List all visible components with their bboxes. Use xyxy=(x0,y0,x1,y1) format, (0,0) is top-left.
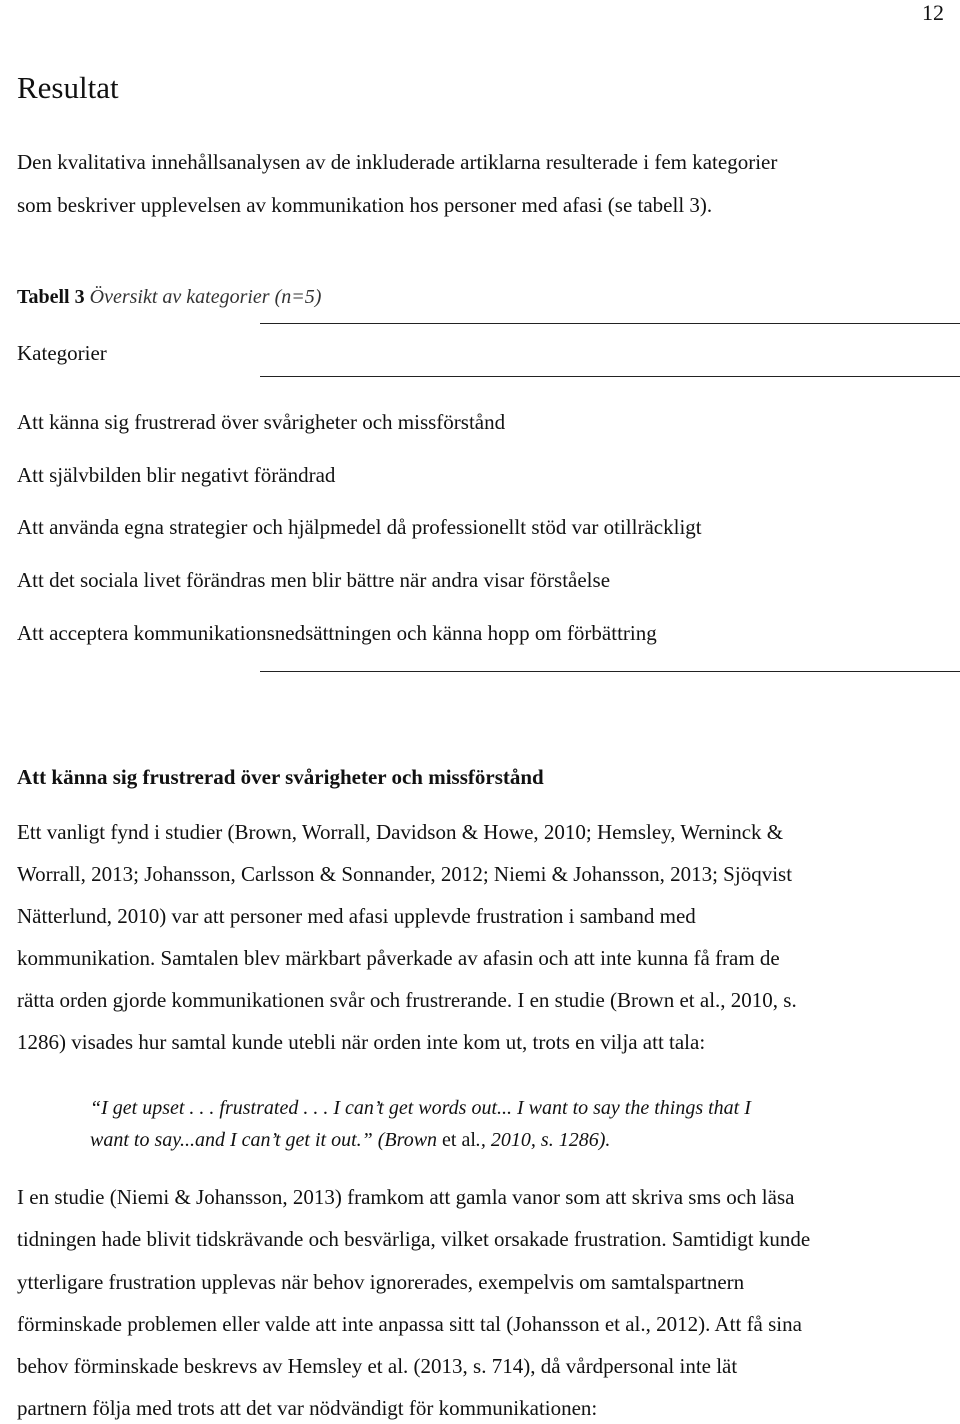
quote-line-1: “I get upset . . . frustrated . . . I can’t get words out... I want to say the things that I xyxy=(90,1097,751,1119)
paragraph-line: rätta orden gjorde kommunikationen svår och frustrerande. I en studie (Brown et al., 2010, s. xyxy=(17,988,797,1012)
table-row: Att det sociala livet förändras men blir bättre när andra visar förståelse xyxy=(17,568,611,592)
page-number: 12 xyxy=(922,0,944,25)
table-bottom-rule xyxy=(260,671,960,672)
section-heading: Att känna sig frustrerad över svårigheter och missförstånd xyxy=(17,765,544,789)
paragraph-line: förminskade problemen eller valde att inte anpassa sitt tal (Johansson et al., 2012). Att få sina xyxy=(17,1312,802,1336)
table-caption-label: Tabell 3 xyxy=(17,286,85,308)
table-column-header: Kategorier xyxy=(17,341,107,365)
paragraph-line: Ett vanligt fynd i studier (Brown, Worrall, Davidson & Howe, 2010; Hemsley, Werninck & xyxy=(17,820,784,844)
intro-line-2: som beskriver upplevelsen av kommunikation hos personer med afasi (se tabell 3). xyxy=(17,193,713,217)
paragraph-line: Worrall, 2013; Johansson, Carlsson & Sonnander, 2012; Niemi & Johansson, 2013; Sjöqvist xyxy=(17,862,793,886)
table-header-rule xyxy=(260,376,960,377)
table-row: Att självbilden blir negativt förändrad xyxy=(17,463,336,487)
table-row: Att använda egna strategier och hjälpmedel då professionellt stöd var otillräckligt xyxy=(17,515,702,539)
table-caption-title: Översikt av kategorier (n=5) xyxy=(89,286,322,308)
paragraph-line: 1286) visades hur samtal kunde utebli när orden inte kom ut, trots en vilja att tala: xyxy=(17,1030,706,1054)
quote-citation-rest: ., 2010, s. 1286). xyxy=(475,1129,611,1151)
quote-line-2 xyxy=(90,1129,610,1152)
quote-citation-etal: et al xyxy=(442,1129,476,1151)
paragraph-line: behov förminskade beskrevs av Hemsley et al. (2013, s. 714), då vårdpersonal inte lät xyxy=(17,1354,738,1378)
table-top-rule xyxy=(260,323,960,324)
paragraph-line: Nätterlund, 2010) var att personer med afasi upplevde frustration i samband med xyxy=(17,904,696,928)
paragraph-line: ytterligare frustration upplevas när behov ignorerades, exempelvis om samtalspartnern xyxy=(17,1270,745,1294)
table-row: Att känna sig frustrerad över svårigheter och missförstånd xyxy=(17,410,506,434)
paragraph-line: kommunikation. Samtalen blev märkbart påverkade av afasin och att inte kunna få fram de xyxy=(17,946,780,970)
table-caption xyxy=(17,286,321,309)
quote-text: want to say...and I can’t get it out.” (Brown xyxy=(90,1129,443,1151)
paragraph-line: tidningen hade blivit tidskrävande och besvärliga, vilket orsakade frustration. Samtidigt kunde xyxy=(17,1227,811,1251)
intro-line-1: Den kvalitativa innehållsanalysen av de inkluderade artiklarna resulterade i fem kategorier xyxy=(17,150,778,174)
paragraph-line: partnern följa med trots att det var nödvändigt för kommunikationen: xyxy=(17,1396,598,1420)
paragraph-line: I en studie (Niemi & Johansson, 2013) framkom att gamla vanor som att skriva sms och läsa xyxy=(17,1185,795,1209)
page-title: Resultat xyxy=(17,70,119,105)
table-row: Att acceptera kommunikationsnedsättningen och känna hopp om förbättring xyxy=(17,621,657,645)
